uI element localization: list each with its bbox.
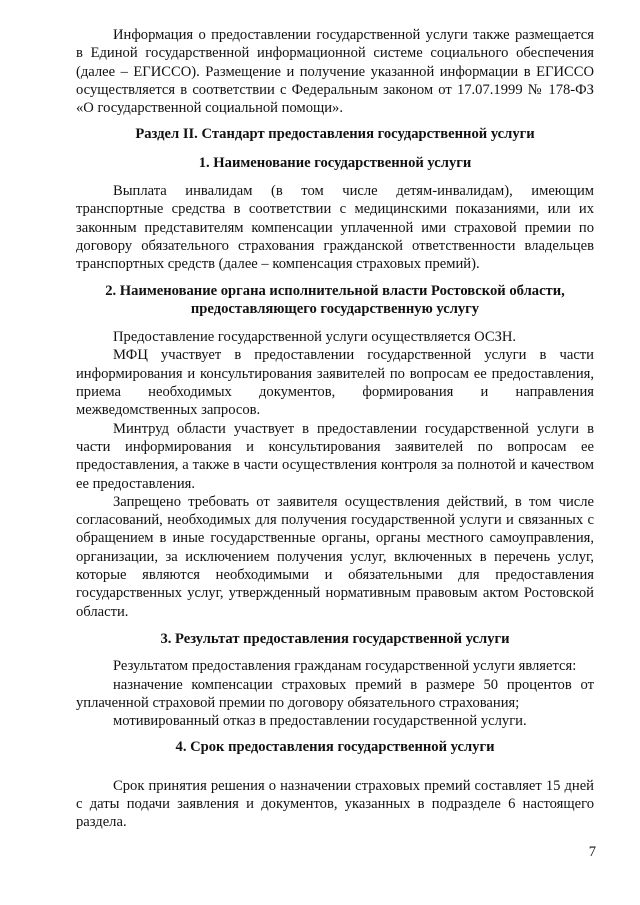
subsection-3-paragraph: мотивированный отказ в предоставлении государственной услуги.	[113, 713, 527, 730]
subsection-3-title: 3. Результат предоставления государственной услуги	[160, 630, 510, 647]
section-title: Раздел II. Стандарт предоставления государственной услуги	[135, 126, 535, 143]
subsection-3-paragraph: назначение компенсации страховых премий в размере 50 процентов от уплаченной страховой премии по договору обязательного страхования;	[76, 676, 594, 711]
page-number: 7	[588, 844, 596, 860]
page-content	[76, 26, 594, 832]
subsection-1-title: 1. Наименование государственной услуги	[198, 154, 472, 171]
subsection-2-paragraph: МФЦ участвует в предоставлении государственной услуги в части информирования и консультирования заявителей по вопросам ее предоставления, приема необходимых документов, формирования и направления межведомственных запросов.	[76, 347, 594, 419]
subsection-2-title	[76, 282, 594, 319]
subsection-2-paragraph: Запрещено требовать от заявителя осуществления действий, в том числе согласований, необходимых для получения государственной услуги и связанных с обращением в иные государственные органы, органы местного самоуправления, организации, за исключением получения услуг, включенных в перечень услуг, которые являются необходимыми и обязательными для предоставления государственных услуг, утвержденный нормативным правовым актом Ростовской области.	[76, 493, 594, 620]
subsection-2-title-line2: предоставляющего государственную услугу	[190, 300, 480, 317]
subsection-4-paragraph: Срок принятия решения о назначении страховых премий составляет 15 дней с даты подачи заявления и документов, указанных в подразделе 6 настоящего раздела.	[76, 777, 594, 831]
subsection-2-paragraph: Предоставление государственной услуги осуществляется ОСЗН.	[113, 329, 517, 346]
subsection-2-title-line1: 2. Наименование органа исполнительной власти Ростовской области,	[105, 282, 565, 299]
subsection-2-paragraph: Минтруд области участвует в предоставлении государственной услуги в части информирования и консультирования заявителей по вопросам ее предоставления, а также в части осуществления контроля за полнотой и качеством ее предоставления.	[76, 420, 594, 492]
subsection-3-paragraph: Результатом предоставления гражданам государственной услуги является:	[113, 658, 577, 675]
subsection-4-title: 4. Срок предоставления государственной услуги	[175, 739, 495, 756]
intro-paragraph: Информация о предоставлении государственной услуги также размещается в Единой государственной информационной системе социального обеспечения (далее – ЕГИССО). Размещение и получение указанной информации в ЕГИССО осуществляется в соответствии с Федеральным законом от 17.07.1999 № 178-ФЗ «О государственной социальной помощи».	[76, 27, 594, 117]
subsection-1-paragraph: Выплата инвалидам (в том числе детям-инвалидам), имеющим транспортные средства в соответствии с медицинскими показаниями, или их законным представителям компенсации уплаченной ими страховой премии по договору обязательного страхования гражданской ответственности владельцев транспортных средств (далее – компенсация страховых премий).	[76, 183, 594, 273]
